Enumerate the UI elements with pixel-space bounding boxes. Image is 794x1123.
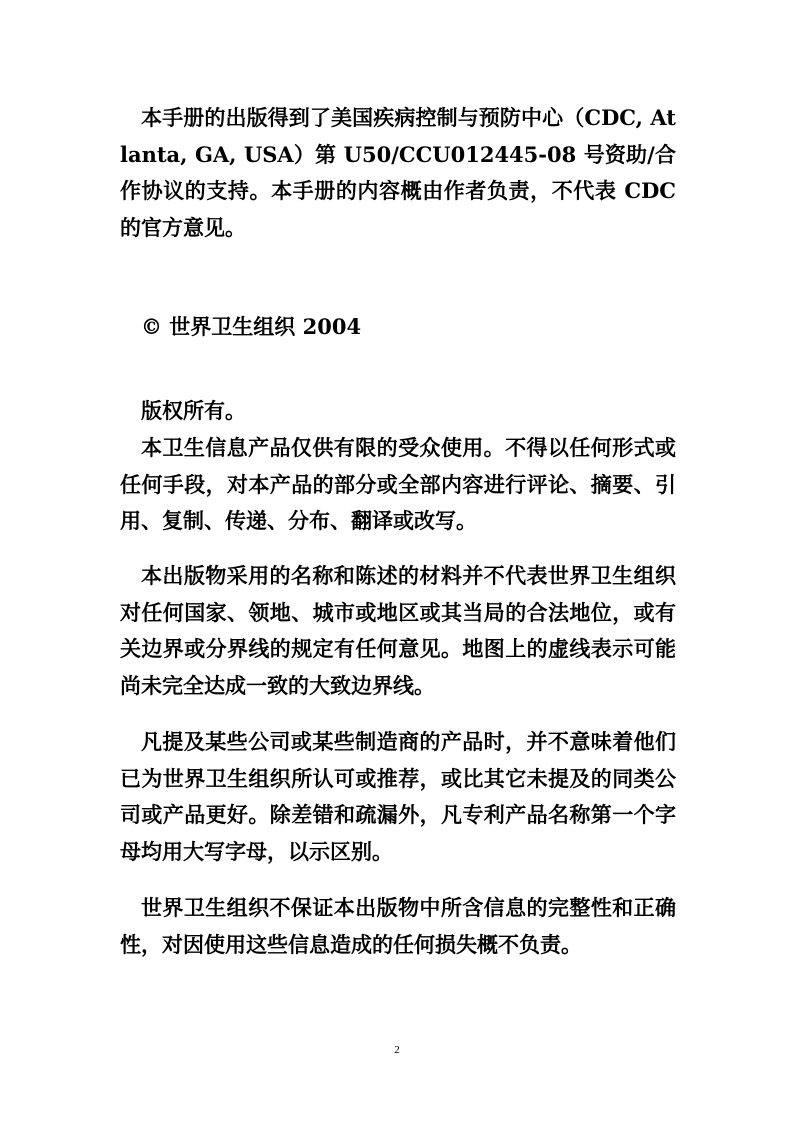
page-number: 2 — [394, 1044, 400, 1056]
rights-reserved-paragraph: 版权所有。 — [141, 398, 246, 423]
funding-note-paragraph: 本手册的出版得到了美国疾病控制与预防中心（CDC, Atlanta, GA, USA）第 U50/CCU012445-08 号资助/合作协议的支持。本手册的内容概由作者负责，不代表 CDC 的官方意见。 — [120, 105, 676, 240]
copyright-line: © 世界卫生组织 2004 — [141, 314, 362, 339]
limited-use-paragraph: 本卫生信息产品仅供有限的受众使用。不得以任何形式或任何手段，对本产品的部分或全部内容进行评论、摘要、引用、复制、传递、分布、翻译或改写。 — [120, 435, 676, 533]
companies-disclaimer-paragraph: 凡提及某些公司或某些制造商的产品时，并不意味着他们已为世界卫生组织所认可或推荐，或比其它未提及的同类公司或产品更好。除差错和疏漏外，凡专利产品名称第一个字母均用大写字母，以示区别。 — [120, 729, 676, 864]
designations-disclaimer-paragraph: 本出版物采用的名称和陈述的材料并不代表世界卫生组织对任何国家、领地、城市或地区或其当局的合法地位，或有关边界或分界线的规定有任何意见。地图上的虚线表示可能尚未完全达成一致的大致边界线。 — [120, 563, 676, 698]
warranty-disclaimer-paragraph: 世界卫生组织不保证本出版物中所含信息的完整性和正确性，对因使用这些信息造成的任何损失概不负责。 — [120, 895, 676, 957]
